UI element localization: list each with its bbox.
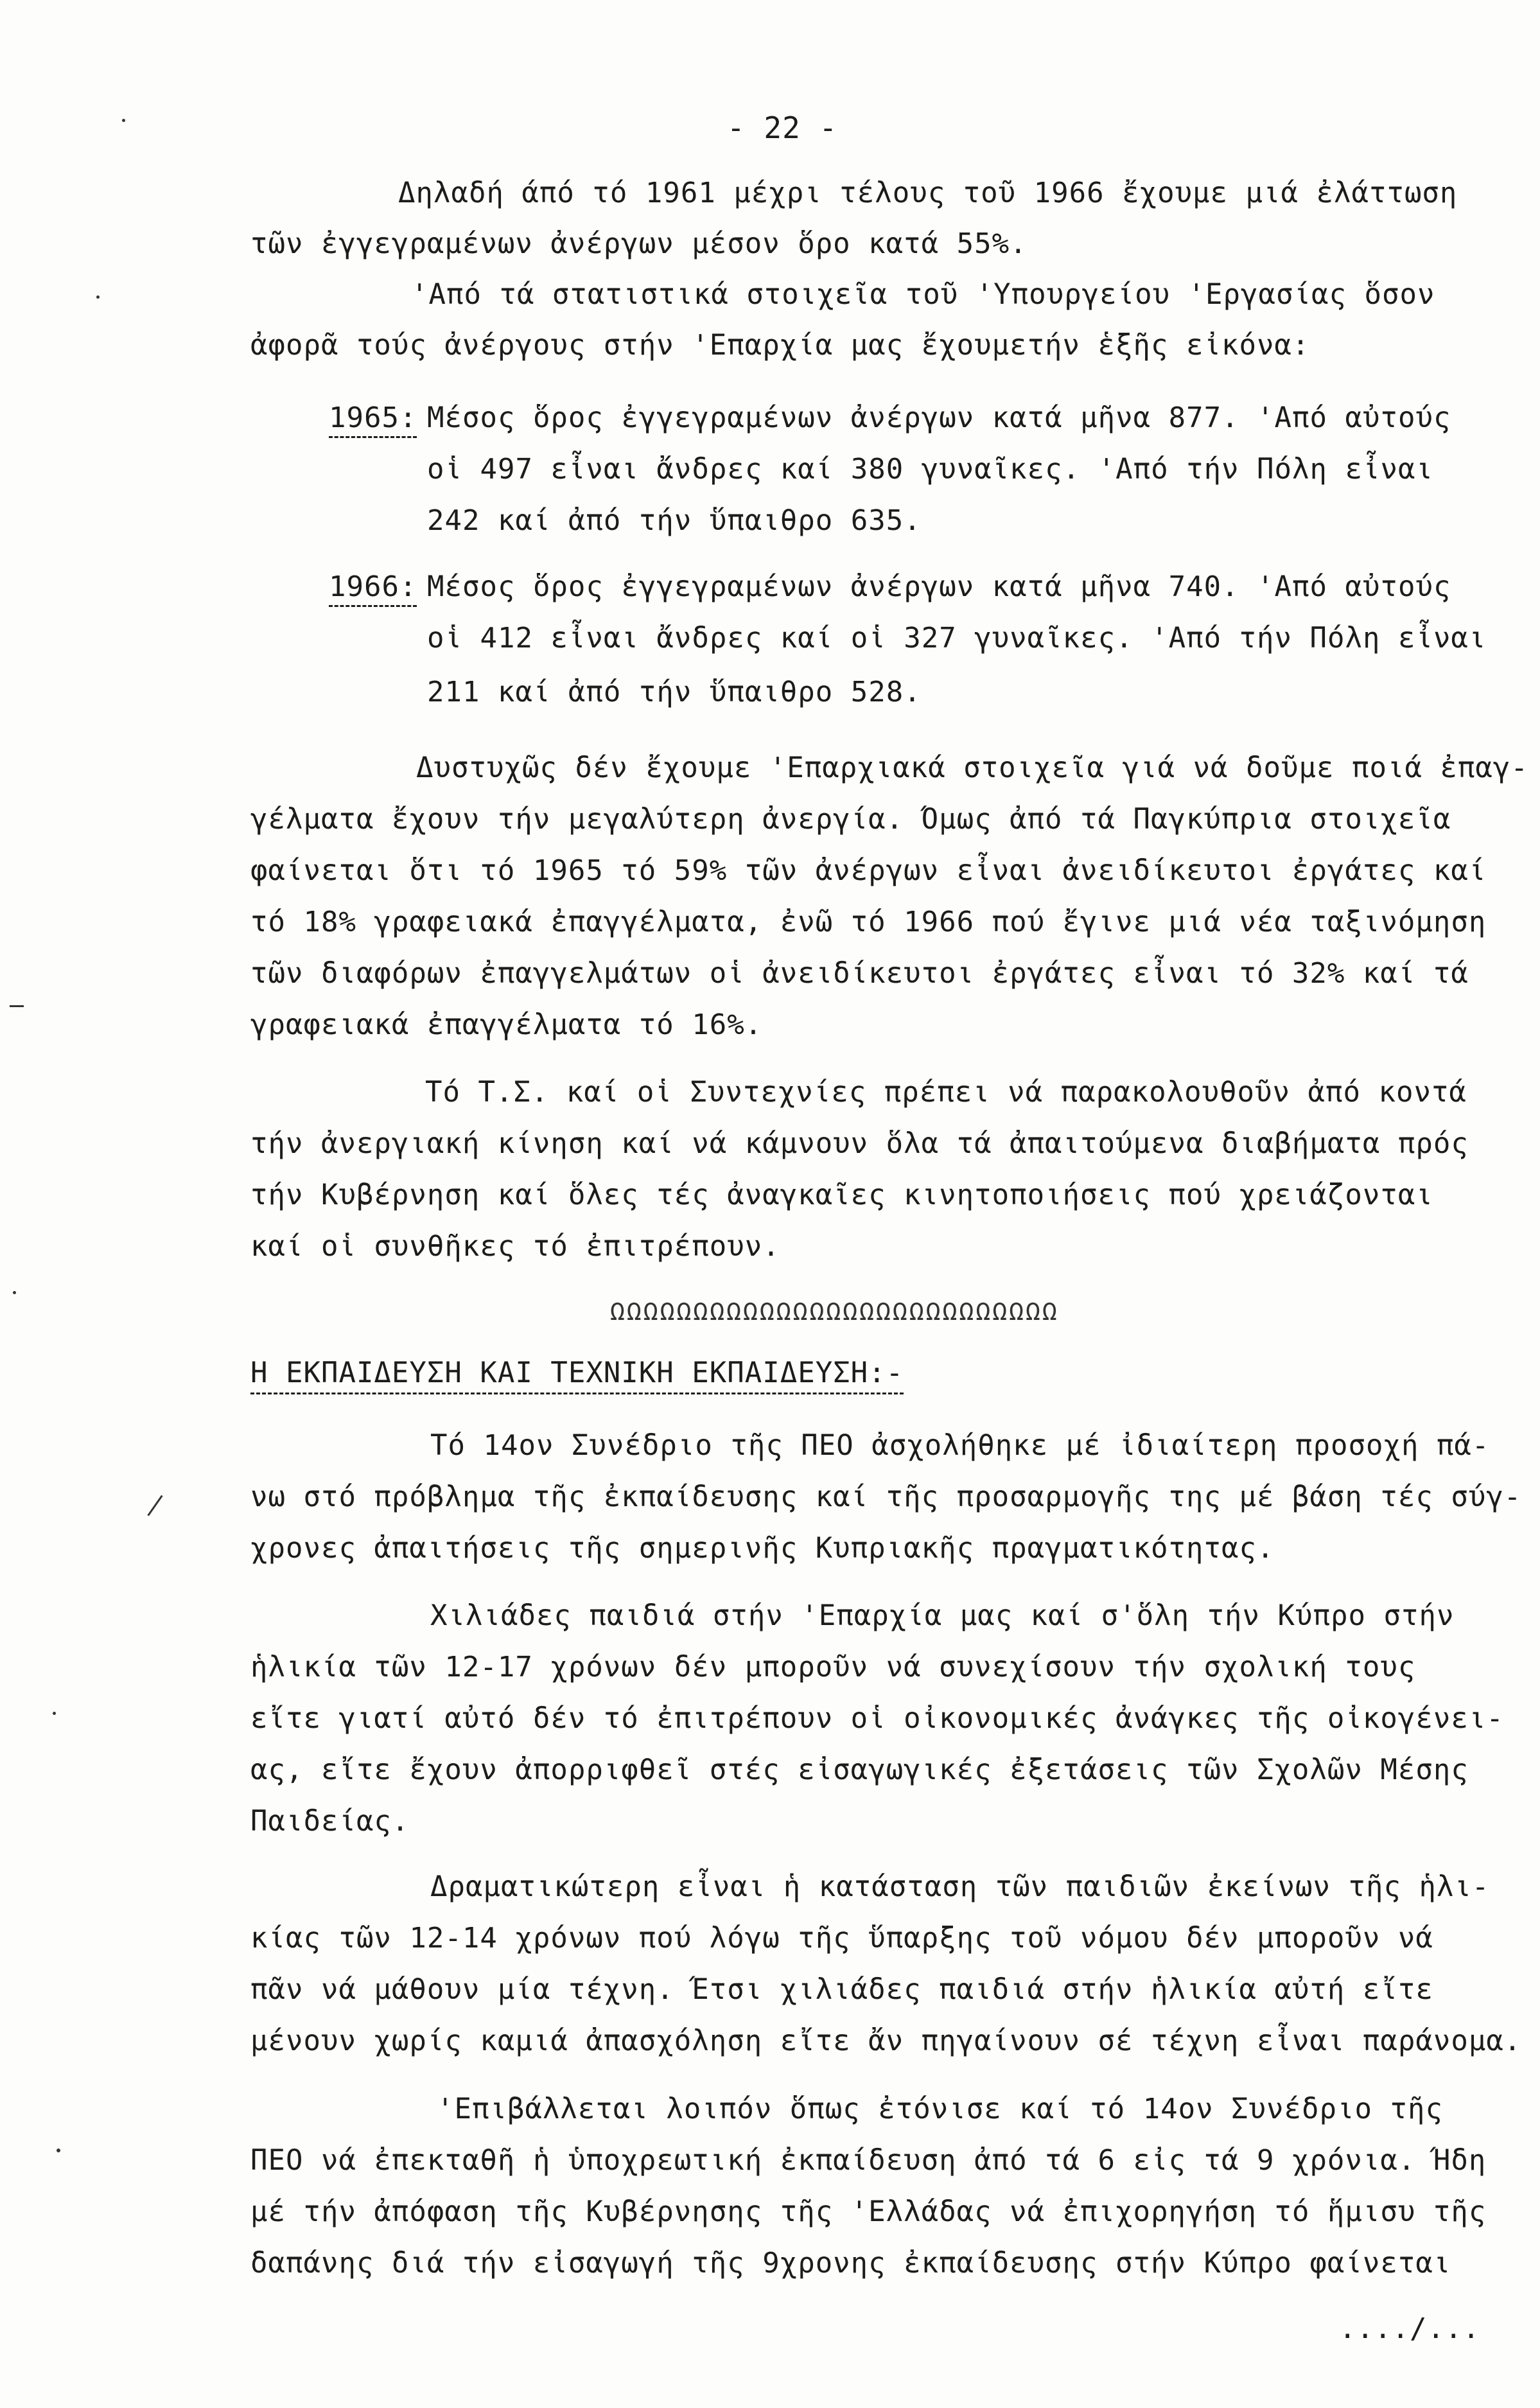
scan-speck	[13, 1291, 16, 1294]
paragraph-5-line-2: νω στό πρόβλημα τῆς ἐκπαίδευσης καί τῆς προσαρμογῆς της μέ βάση τές σύγ-	[250, 1481, 1522, 1513]
paragraph-8-line-3: μέ τήν ἀπόφαση τῆς Κυβέρνησης τῆς 'Ελλάδας νά ἐπιχορηγήση τό ἥμισυ τῆς	[250, 2195, 1487, 2228]
stats-1965-line-1: Μέσος ὅρος ἐγγεγραμένων ἀνέργων κατά μῆνα 877. 'Από αὐτούς	[427, 401, 1451, 434]
stats-1965-line-2: οἱ 497 εἶναι ἄνδρες καί 380 γυναῖκες. 'Από τήν Πόλη εἶναι	[427, 453, 1433, 486]
continuation-marker: ..../...	[1339, 2312, 1480, 2345]
paragraph-6-line-3: εἴτε γιατί αὐτό δέν τό ἐπιτρέπουν οἱ οἰκονομικές ἀνάγκες τῆς οἰκογένει-	[250, 1702, 1504, 1735]
paragraph-1-line-1: Δηλαδή άπό τό 1961 μέχρι τέλους τοῦ 1966 ἔχουμε μιά ἐλάττωση	[398, 177, 1458, 209]
paragraph-5-line-3: χρονες ἀπαιτήσεις τῆς σημερινῆς Κυπριακῆς πραγματικότητας.	[250, 1532, 1275, 1565]
paragraph-4-line-3: τήν Κυβέρνηση καί ὅλες τές ἀναγκαῖες κινητοποιήσεις πού χρειάζονται	[250, 1179, 1433, 1211]
stats-1966-line-2: οἱ 412 εἶναι ἄνδρες καί οἱ 327 γυναῖκες. 'Από τήν Πόλη εἶναι	[427, 622, 1487, 655]
year-label-1965: 1965:	[329, 401, 417, 434]
paragraph-2-line-2: ἀφορᾶ τούς ἀνέργους στήν 'Επαρχία μας ἔχουμετήν ἑξῆς εἰκόνα:	[250, 329, 1310, 362]
scan-speck	[57, 2149, 60, 2152]
scan-speck	[122, 119, 125, 122]
paragraph-7-line-4: μένουν χωρίς καμιά ἀπασχόληση εἴτε ἄν πηγαίνουν σέ τέχνη εἶναι παράνομα.	[250, 2025, 1522, 2057]
paragraph-7-line-2: κίας τῶν 12-14 χρόνων πού λόγω τῆς ὕπαρξης τοῦ νόμου δέν μποροῦν νά	[250, 1922, 1433, 1955]
paragraph-4-line-1: Τό Τ.Σ. καί οἱ Συντεχνίες πρέπει νά παρακολουθοῦν ἀπό κοντά	[425, 1076, 1467, 1109]
paragraph-4-line-2: τήν ἀνεργιακή κίνηση καί νά κάμνουν ὅλα τά ἀπαιτούμενα διαβήματα πρός	[250, 1127, 1469, 1160]
paragraph-8-line-2: ΠΕΟ νά ἐπεκταθῆ ἡ ὑποχρεωτική ἐκπαίδευση ἀπό τά 6 εἰς τά 9 χρόνια. Ήδη	[250, 2144, 1487, 2177]
paragraph-6-line-4: ας, εἴτε ἔχουν ἀπορριφθεῖ στές εἰσαγωγικές ἐξετάσεις τῶν Σχολῶν Μέσης	[250, 1753, 1469, 1786]
paragraph-4-line-4: καί οἱ συνθῆκες τό ἐπιτρέπουν.	[250, 1230, 780, 1263]
paragraph-2-line-1: 'Από τά στατιστικά στοιχεῖα τοῦ 'Υπουργείου 'Εργασίας ὅσον	[411, 278, 1435, 311]
paragraph-1-line-2: τῶν ἐγγεγραμένων ἀνέργων μέσον ὅρο κατά 55%.	[250, 227, 1028, 260]
margin-slash-mark	[147, 1495, 162, 1516]
scan-speck	[96, 295, 100, 299]
paragraph-5-line-1: Τό 14ον Συνέδριο τῆς ΠΕΟ ἀσχολήθηκε μέ ἰδιαίτερη προσοχή πά-	[430, 1429, 1490, 1462]
paragraph-6-line-1: Χιλιάδες παιδιά στήν 'Επαρχία μας καί σ'ὅλη τήν Κύπρο στήν	[430, 1599, 1455, 1632]
paragraph-3-line-2: γέλματα ἔχουν τήν μεγαλύτερη ἀνεργία. Όμως ἀπό τά Παγκύπρια στοιχεῖα	[250, 803, 1451, 836]
paragraph-8-line-4: δαπάνης διά τήν εἰσαγωγή τῆς 9χρονης ἐκπαίδευσης στήν Κύπρο φαίνεται	[250, 2247, 1451, 2280]
page-number: - 22 -	[727, 110, 838, 145]
paragraph-3-line-3: φαίνεται ὅτι τό 1965 τό 59% τῶν ἀνέργων εἶναι ἀνειδίκευτοι ἐργάτες καί	[250, 854, 1487, 887]
scan-speck	[53, 1712, 56, 1715]
stats-1966-line-1: Μέσος ὅρος ἐγγεγραμένων ἀνέργων κατά μῆνα 740. 'Από αὐτούς	[427, 570, 1451, 603]
stats-1965-line-3: 242 καί ἀπό τήν ὕπαιθρο 635.	[427, 504, 922, 537]
paragraph-3-line-4: τό 18% γραφειακά ἐπαγγέλματα, ἐνῶ τό 1966 πού ἔγινε μιά νέα ταξινόμηση	[250, 906, 1487, 938]
stats-1966-line-3: 211 καί ἀπό τήν ὕπαιθρο 528.	[427, 676, 922, 708]
margin-dash-mark	[10, 1005, 24, 1007]
paragraph-3-line-5: τῶν διαφόρων ἐπαγγελμάτων οἱ ἀνειδίκευτοι ἐργάτες εἶναι τό 32% καί τά	[250, 957, 1469, 990]
paragraph-7-line-3: πᾶν νά μάθουν μία τέχνη. Έτσι χιλιάδες παιδιά στήν ἡλικία αὐτή εἴτε	[250, 1973, 1433, 2006]
section-separator: ΩΩΩΩΩΩΩΩΩΩΩΩΩΩΩΩΩΩΩΩΩΩΩΩΩΩΩ	[610, 1297, 1059, 1326]
year-label-1966: 1966:	[329, 570, 417, 603]
section-heading: Η ΕΚΠΑΙΔΕΥΣΗ ΚΑΙ ΤΕΧΝΙΚΗ ΕΚΠΑΙΔΕΥΣΗ:-	[250, 1357, 904, 1389]
paragraph-6-line-2: ἡλικία τῶν 12-17 χρόνων δέν μποροῦν νά συνεχίσουν τήν σχολική τους	[250, 1651, 1416, 1683]
paragraph-3-line-6: γραφειακά ἐπαγγέλματα τό 16%.	[250, 1008, 763, 1041]
paragraph-7-line-1: Δραματικώτερη εἶναι ἡ κατάσταση τῶν παιδιῶν ἐκείνων τῆς ἡλι-	[430, 1870, 1490, 1903]
paragraph-6-line-5: Παιδείας.	[250, 1805, 410, 1838]
paragraph-3-line-1: Δυστυχῶς δέν ἔχουμε 'Επαρχιακά στοιχεῖα γιά νά δοῦμε ποιά ἐπαγ-	[416, 751, 1528, 784]
paragraph-8-line-1: 'Επιβάλλεται λοιπόν ὅπως ἐτόνισε καί τό 14ον Συνέδριο τῆς	[437, 2093, 1443, 2125]
